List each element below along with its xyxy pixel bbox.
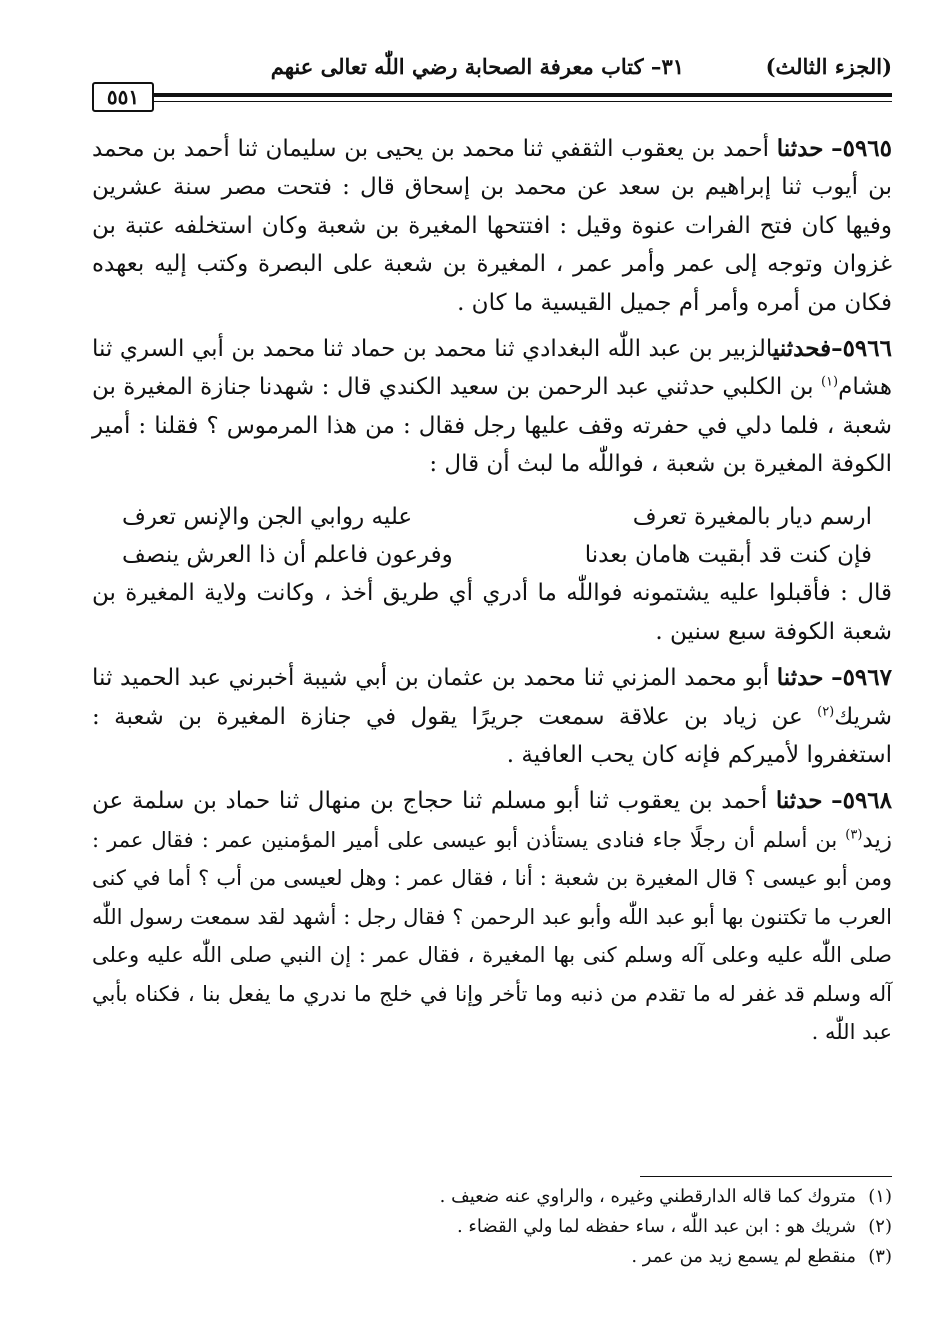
page-number: ٥٥١ [92, 82, 154, 112]
hadith-opening: حدثنا [776, 664, 824, 692]
hadith-opening: حدثنا [776, 135, 824, 162]
hadith-number: ٥٩٦٦– [831, 335, 892, 363]
footnote-text: متروك كما قاله الدارقطني وغيره ، والراوي عنه ضعيف . [439, 1186, 856, 1207]
hadith-number: ٥٩٦٥– [831, 135, 893, 162]
poem-verse [92, 536, 892, 574]
page-body [92, 130, 892, 1059]
hadith-text-continued: بن الكلبي حدثني عبد الرحمن بن سعيد الكندي قال : شهدنا جنازة المغيرة بن شعبة ، فلما دلي في حفرته وقف عليها رجل فقال : من هذا المرموس ؟ فقلنا : أمير الكوفة المغيرة بن شعبة ، فواللّٰه ما لبث أن قال : [92, 374, 892, 478]
footnote-2 [92, 1212, 892, 1242]
verse-first-hemistich: فإن كنت قد أبقيت هامان بعدنا [584, 542, 872, 569]
header-rule-thick [152, 93, 892, 97]
footnotes [92, 1182, 892, 1272]
verse-second-hemistich: وفرعون فاعلم أن ذا العرش ينصف [122, 542, 453, 569]
hadith-text: أحمد بن يعقوب الثقفي ثنا محمد بن يحيى بن سليمان ثنا أحمد بن محمد بن أيوب ثنا إبراهيم بن سعد عن محمد بن إسحاق قال : فتحت مصر سنة عشرين وفيها كان فتح الفرات عنوة وقيل : افتتحها المغيرة بن شعبة وكان استخلفه عتبة بن غزوان وتوجه إلى عمر وأمر عمر ، المغيرة بن شعبة على البصرة وكتب إليه بعهده فكان من أمره وأمر أم جميل القيسية ما كان . [92, 136, 892, 316]
footnote-mark: (٣) [868, 1246, 892, 1267]
poem [92, 498, 892, 575]
hadith-number: ٥٩٦٨– [831, 787, 893, 815]
hadith-text: أحمد بن يعقوب ثنا أبو مسلم ثنا حجاج بن منهال ثنا حماد بن سلمة عن زيد [92, 788, 892, 853]
hadith-opening: فحدثني [772, 335, 832, 363]
footnote-divider [640, 1176, 892, 1177]
hadith-opening: حدثنا [775, 787, 823, 815]
verse-second-hemistich: عليه روابي الجن والإنس تعرف [122, 503, 413, 530]
hadith-number: ٥٩٦٧– [831, 664, 892, 692]
footnote-3 [92, 1242, 892, 1272]
hadith-closing: قال : فأقبلوا عليه يشتمونه فواللّٰه ما أدري أي طريق أخذ ، وكانت ولاية المغيرة بن شعبة الكوفة سبع سنين . [92, 580, 892, 645]
hadith-5965 [92, 130, 892, 322]
footnote-text: شريك هو : ابن عبد اللّٰه ، ساء حفظه لما ولي القضاء . [456, 1216, 856, 1237]
footnote-mark: (٢) [868, 1216, 892, 1237]
footnote-ref-1[interactable]: (١) [820, 374, 839, 390]
book-title: ٣١– كتاب معرفة الصحابة رضي اللّٰه تعالى عنهم [270, 54, 684, 79]
footnote-ref-3[interactable]: (٣) [845, 827, 863, 843]
verse-first-hemistich: ارسم ديار بالمغيرة تعرف [632, 503, 872, 530]
hadith-5966 [92, 330, 892, 651]
hadith-text-continued: عن زياد بن علاقة سمعت جريرًا يقول في جنازة المغيرة بن شعبة : استغفروا لأميركم فإنه كان يحب العافية . [92, 703, 892, 769]
footnote-1 [92, 1182, 892, 1212]
volume-title: (الجزء الثالث) [765, 54, 892, 79]
footnote-ref-2[interactable]: (٢) [817, 704, 835, 719]
footnote-mark: (١) [868, 1186, 892, 1207]
poem-verse [92, 498, 892, 536]
hadith-text: أبو محمد المزني ثنا محمد بن عثمان بن أبي شيبة أخبرني عبد الحميد ثنا شريك [92, 665, 892, 730]
hadith-5968 [92, 782, 892, 1051]
hadith-text-continued: بن أسلم أن رجلًا جاء فنادى يستأذن أبو عيسى على أمير المؤمنين عمر : فقال عمر : ومن أبو عيسى ؟ قال المغيرة بن شعبة : أنا ، فقال عمر : وهل لعيسى من أب ؟ أما في كنى العرب ما تكتنون بها أبو عبد اللّٰه وأبو عبد الرحمن ؟ فقال رجل : أشهد لقد سمعت رسول اللّٰه صلى اللّٰه عليه وعلى آله وسلم كنى بها المغيرة ، فقال عمر : إن النبي صلى اللّٰه عليه وعلى آله وسلم قد غفر له ما تقدم من ذنبه وما تأخر وإنا في خلج ما ندري ما يفعل بنا ، فكناه بأبي عبد اللّٰه . [92, 827, 892, 1044]
hadith-5967 [92, 659, 892, 774]
footnote-text: منقطع لم يسمع زيد من عمر . [631, 1246, 856, 1267]
page-header [92, 52, 892, 109]
hadith-text: الزبير بن عبد اللّٰه البغدادي ثنا محمد بن حماد ثنا محمد بن أبي السري ثنا هشام [92, 336, 892, 401]
header-rule-thin [152, 101, 892, 102]
